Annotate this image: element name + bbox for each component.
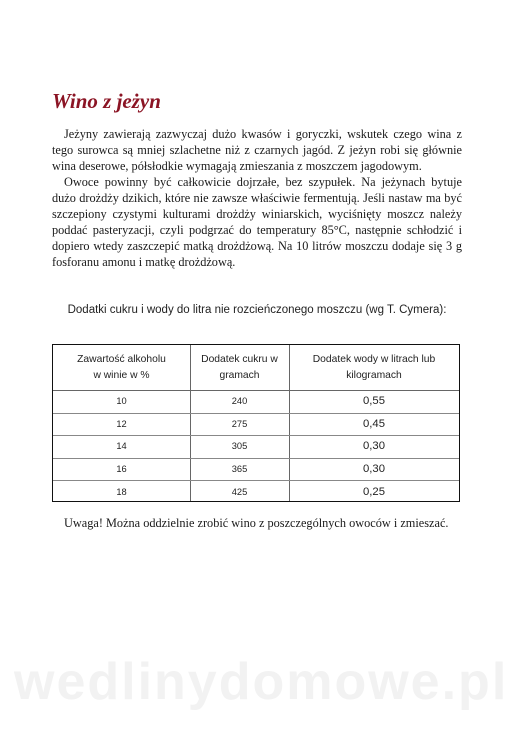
table-caption: Dodatki cukru i wody do litra nie rozcieńczonego moszczu (wg T. Cymera): (67, 304, 447, 316)
table-cell: 0,55 (363, 395, 385, 408)
paragraph: Owoce powinny być całkowicie dojrzałe, bez szypułek. Na jeżynach bytuje dużo drożdży dzikich, które nie zawsze właściwie fermentują. Jeśli nastaw ma być szczepiony czystymi kulturami drożdży winiarskich, wyciśnięty moszcz należy poddać pasteryzacji, czyli podgrzać do temperatury 85°C, następnie schłodzić i dopiero wtedy zaszczepić matką drożdżową. Na 10 litrów moszczu dodaje się 3 g fosforanu amonu i matkę drożdżową. (52, 175, 462, 269)
table-cell: 10 (116, 396, 127, 407)
table-cell: 240 (231, 396, 248, 407)
table-cell: 16 (116, 464, 127, 475)
header-text: Zawartość alkoholu w winie w % (77, 353, 166, 381)
table-row (53, 390, 459, 414)
header-text: Dodatek cukru w gramach (201, 353, 278, 381)
table-cell: 0,30 (363, 440, 385, 453)
header-cell-sugar (190, 345, 289, 390)
table-cell: 365 (231, 464, 248, 475)
table-row (53, 435, 459, 459)
header-cell-alcohol (53, 345, 190, 390)
table-header-row (53, 345, 459, 391)
table-cell: 425 (231, 486, 248, 497)
table-row (53, 480, 459, 503)
header-text: Dodatek wody w litrach lub kilogramach (312, 353, 436, 381)
watermark: wedlinydomowe.pl (14, 653, 509, 711)
table-cell: 12 (116, 418, 127, 429)
table-cell: 305 (231, 441, 248, 452)
paragraph: Jeżyny zawierają zazwyczaj dużo kwasów i goryczki, wskutek czego wina z tego surowca są mniej szlachetne niż z czarnych jagód. Z jeżyn robi się głównie wina deserowe, półsłodkie wymagają zmieszania z moszczem jagodowym. (52, 127, 462, 173)
body-text (52, 126, 462, 270)
page-title: Wino z jeżyn (52, 89, 161, 113)
table-cell: 275 (231, 418, 248, 429)
table-row (53, 458, 459, 482)
table-cell: 0,25 (363, 485, 385, 498)
table-cell: 18 (116, 486, 127, 497)
table-cell: 14 (116, 441, 127, 452)
table-cell: 0,45 (363, 417, 385, 430)
table-row (53, 413, 459, 437)
note-text (52, 515, 462, 531)
header-cell-water (289, 345, 459, 390)
paragraph: Uwaga! Można oddzielnie zrobić wino z poszczególnych owoców i zmieszać. (64, 516, 449, 530)
table-cell: 0,30 (363, 463, 385, 476)
data-table (52, 344, 460, 502)
